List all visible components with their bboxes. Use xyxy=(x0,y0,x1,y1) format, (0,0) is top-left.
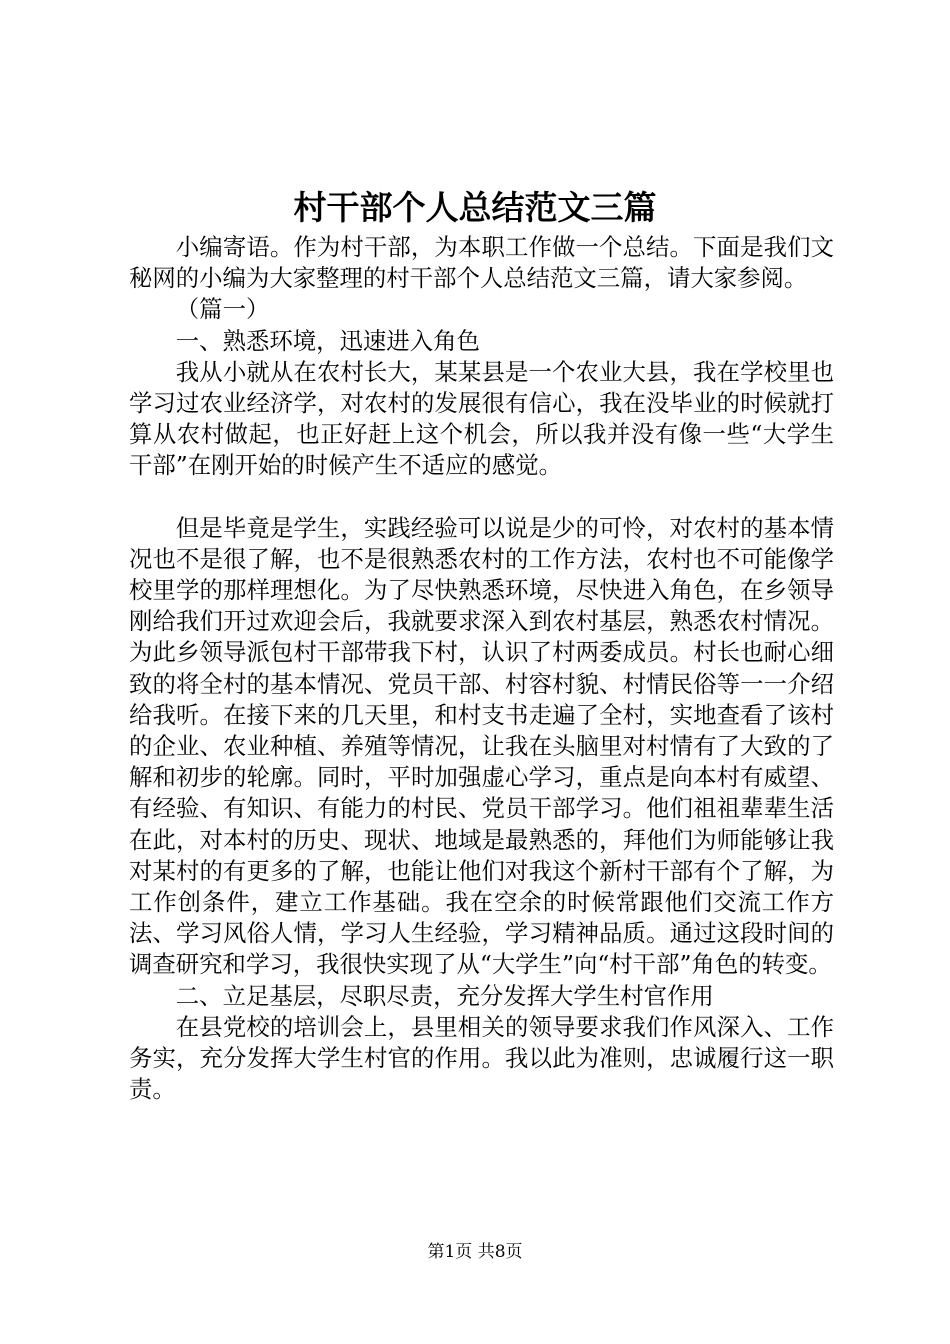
paragraph-spacer xyxy=(129,482,834,513)
part-label: （篇一） xyxy=(175,295,270,324)
section-heading-1: 一、熟悉环境，迅速进入角色 xyxy=(175,326,480,355)
paragraph-1: 我从小就从在农村长大，某某县是一个农业大县，我在学校里也学习过农业经济学，对农村的发展很有信心，我在没毕业的时候就打算从农村做起，也正好赶上这个机会，所以我并没有像一些“大学生干部”在刚开始的时候产生不适应的感觉。 xyxy=(129,357,834,480)
document-body xyxy=(129,232,834,1105)
section-heading-2: 二、立足基层，尽职尽责，充分发挥大学生村官作用 xyxy=(175,981,714,1010)
page-footer: 第1页 共8页 xyxy=(427,1242,523,1262)
document-title: 村干部个人总结范文三篇 xyxy=(293,188,657,227)
paragraph-3: 在县党校的培训会上，县里相关的领导要求我们作风深入、工作务实，充分发挥大学生村官的作用。我以此为准则，忠诚履行这一职责。 xyxy=(129,1012,834,1104)
intro-paragraph: 小编寄语。作为村干部，为本职工作做一个总结。下面是我们文秘网的小编为大家整理的村干部个人总结范文三篇，请大家参阅。 xyxy=(129,233,834,293)
paragraph-2: 但是毕竟是学生，实践经验可以说是少的可怜，对农村的基本情况也不是很了解，也不是很熟悉农村的工作方法，农村也不可能像学校里学的那样理想化。为了尽快熟悉环境，尽快进入角色，在乡领导刚给我们开过欢迎会后，我就要求深入到农村基层，熟悉农村情况。为此乡领导派包村干部带我下村，认识了村两委成员。村长也耐心细致的将全村的基本情况、党员干部、村容村貌、村情民俗等一一介绍给我听。在接下来的几天里，和村支书走遍了全村，实地查看了该村的企业、农业种植、养殖等情况，让我在头脑里对村情有了大致的了解和初步的轮廓。同时，平时加强虚心学习，重点是向本村有威望、有经验、有知识、有能力的村民、党员干部学习。他们祖祖辈辈生活在此，对本村的历史、现状、地域是最熟悉的，拜他们为师能够让我对某村的有更多的了解，也能让他们对我这个新村干部有个了解，为工作创条件，建立工作基础。我在空余的时候常跟他们交流工作方法、学习风俗人情，学习人生经验，学习精神品质。通过这段时间的调查研究和学习，我很快实现了从“大学生”向“村干部”角色的转变。 xyxy=(129,513,834,979)
